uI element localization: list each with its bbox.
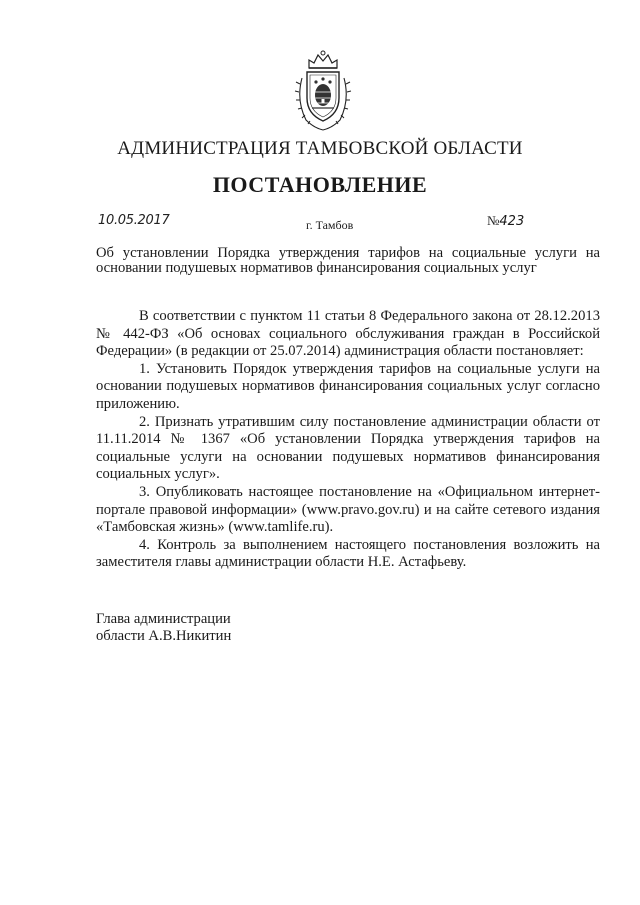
document-type-title: ПОСТАНОВЛЕНИЕ [212,172,428,197]
item-paragraph-3: 3. Опубликовать настоящее постановление на «Официальном интернет-портале правовой информации» (www.pravo.gov.ru) и на сайте сетевого издания «Тамбовская жизнь» (www.tamlife.ru). [96,483,600,536]
number-label: № [487,213,500,228]
signatory-name: области А.В.Никитин [96,628,232,644]
document-date: 10.05.2017 [98,213,170,228]
preamble-paragraph: В соответствии с пунктом 11 статьи 8 Федерального закона от 28.12.2013 № 442-ФЗ «Об основах социального обслуживания граждан в Российской Федерации» (в редакции от 25.07.2014) администрация области постановляет: [96,308,600,360]
item-paragraph-1: 1. Установить Порядок утверждения тарифов на социальные услуги на основании подушевых нормативов финансирования социальных услуг согласно приложению. [96,360,600,412]
document-number [487,213,524,229]
number-value: 423 [499,214,525,229]
document-city: г. Тамбов [306,218,354,232]
issuing-authority: АДМИНИСТРАЦИЯ ТАМБОВСКОЙ ОБЛАСТИ [117,138,523,159]
document-body [96,308,600,572]
coat-of-arms-icon [292,48,354,132]
signatory-position: Глава администрации [96,611,231,627]
document-subject: Об установлении Порядка утверждения тарифов на социальные услуги на основании подушевых нормативов финансирования социальных услуг [96,245,600,276]
item-paragraph-2: 2. Признать утратившим силу постановление администрации области от 11.11.2014 № 1367 «Об установлении Порядка утверждения тарифов на социальные услуги на основании подушевых нормативов финансирования социальных услуг». [96,413,600,483]
item-paragraph-4: 4. Контроль за выполнением настоящего постановления возложить на заместителя главы администрации области Н.Е. Астафьеву. [96,536,600,571]
signature-block [96,611,396,645]
